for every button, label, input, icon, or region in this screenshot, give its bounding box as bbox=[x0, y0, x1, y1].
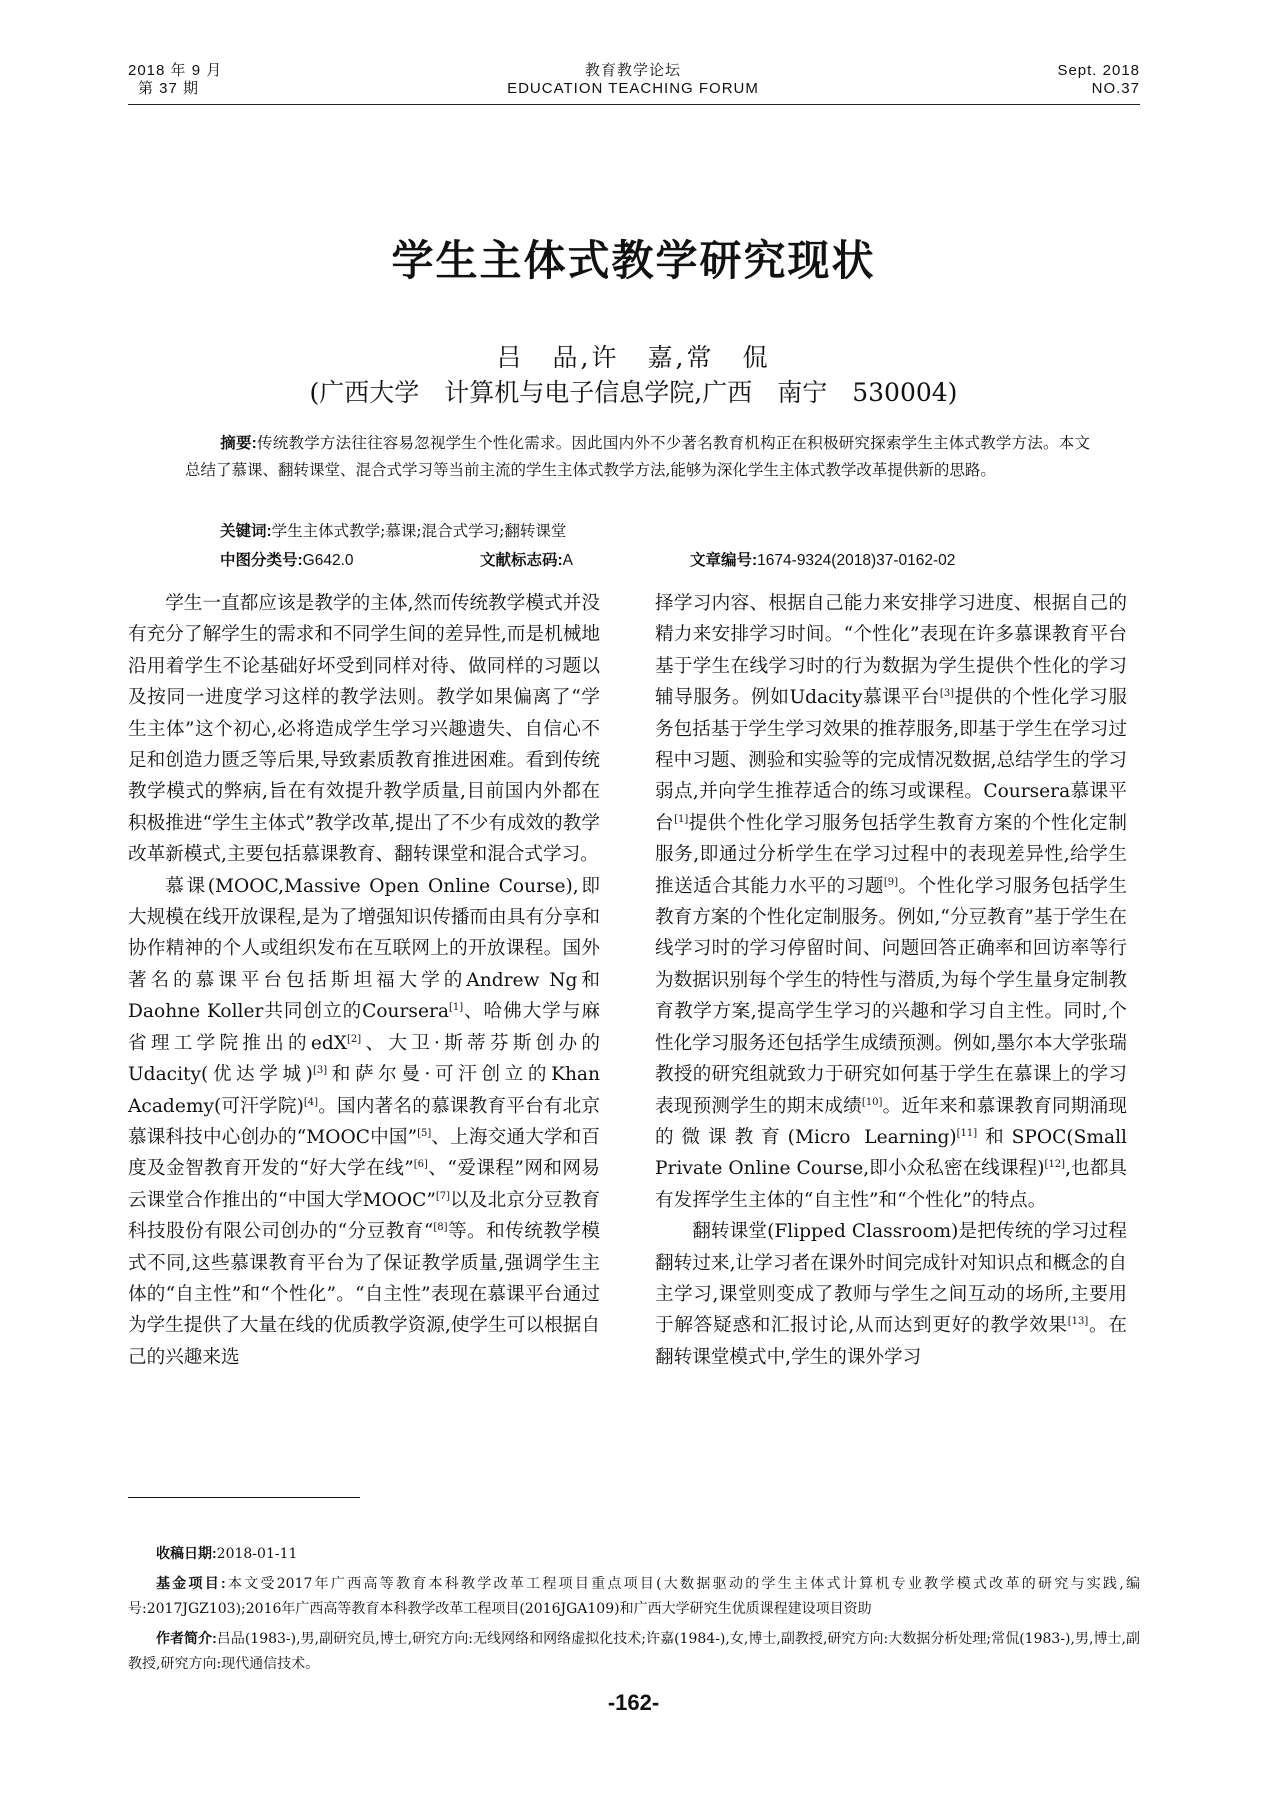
clc-number bbox=[220, 548, 354, 574]
citation-ref: [10] bbox=[861, 1096, 883, 1108]
abstract-text: 传统教学方法往往容易忽视学生个性化需求。因此国内外不少著名教育机构正在积极研究探索学生主体式教学方法。本文总结了慕课、翻转课堂、混合式学习等当前主流的学生主体式教学方法,能够为深化学生主体式教学改革提供新的思路。 bbox=[185, 434, 1090, 479]
citation-ref: [5] bbox=[417, 1127, 432, 1139]
body-paragraph-1: 学生一直都应该是教学的主体,然而传统教学模式并没有充分了解学生的需求和不同学生间的差异性,而是机械地沿用着学生不论基础好坏受到同样对待、做同样的习题以及按同一进度学习这样的教学法则。教学如果偏离了“学生主体”这个初心,必将造成学生学习兴趣遗失、自信心不足和创造力匮乏等后果,导致素质教育推进困难。看到传统教学模式的弊病,旨在有效提升教学质量,目前国内外都在积极推进“学生主体式”教学改革,提出了不少有成效的教学改革新模式,主要包括慕课教育、翻转课堂和混合式学习。 bbox=[128, 593, 600, 866]
keywords-label: 关键词: bbox=[220, 523, 272, 540]
header-issue-en: NO.37 bbox=[1091, 80, 1140, 97]
footnote-fund: 基金项目:本文受2017年广西高等教育本科教学改革工程项目重点项目(大数据驱动的学生主体式计算机专业教学模式改革的研究与实践,编号:2017JGZ103);2016年广西高等教育本科教学改革工程项目(2016JGA109)和广西大学研究生优质课程建设项目资助 bbox=[128, 1575, 1140, 1617]
header-journal-cn: 教育教学论坛 bbox=[584, 62, 681, 79]
header-issue-right bbox=[980, 62, 1140, 98]
body-column-right bbox=[655, 588, 1127, 1373]
citation-ref: [13] bbox=[1067, 1316, 1089, 1328]
footnote-rule bbox=[128, 1497, 360, 1498]
article-number-label: 文章编号: bbox=[690, 552, 758, 569]
header-journal bbox=[433, 62, 833, 98]
citation-ref: [8] bbox=[433, 1221, 448, 1233]
keywords-text: 学生主体式教学;慕课;混合式学习;翻转课堂 bbox=[271, 522, 567, 540]
clc-label: 中图分类号: bbox=[220, 552, 303, 569]
citation-ref: [9] bbox=[883, 876, 899, 888]
document-code bbox=[480, 548, 573, 574]
citation-ref: [11] bbox=[956, 1127, 978, 1139]
abstract bbox=[185, 430, 1090, 483]
footnotes bbox=[128, 1541, 1140, 1681]
body-paragraph-2: 慕课(MOOC,Massive Open Online Course),即大规模在线开放课程,是为了增强知识传播而由具有分享和协作精神的个人或组织发布在互联网上的开放课程。国外著名的慕课平台包括斯坦福大学的Andrew Ng和Daohne Koller共同创立的Coursera[1]、哈佛大学与麻省理工学院推出的edX[2]、大卫·斯蒂芬斯创办的Udacity(优达学城)[3]和萨尔曼·可汗创立的Khan Academy(可汗学院)[4]。国内著名的慕课教育平台有北京慕课科技中心创办的“MOOC中国”[5]、上海交通大学和百度及金智教育开发的“好大学在线”[6]、“爱课程”网和网易云课堂合作推出的“中国大学MOOC”[7]以及北京分豆教育科技股份有限公司创办的“分豆教育“[8]等。和传统教学模式不同,这些慕课教育平台为了保证教学质量,强调学生主体的“自主性”和“个性化”。“自主性”表现在慕课平台通过为学生提供了大量在线的优质教学资源,使学生可以根据自己的兴趣来选 bbox=[128, 875, 600, 1368]
article-number bbox=[690, 548, 955, 574]
body-column-left bbox=[128, 588, 600, 1373]
citation-ref: [1] bbox=[674, 813, 689, 825]
citation-ref: [1] bbox=[448, 1002, 464, 1014]
paper-authors: 吕 品,许 嘉,常 侃 bbox=[496, 343, 771, 372]
footnote-author-bio: 作者简介:吕品(1983-),男,副研究员,博士,研究方向:无线网络和网络虚拟化技术;许嘉(1984-),女,博士,副教授,研究方向:大数据分析处理;常侃(1983-),男,博士,副教授,研究方向:现代通信技术。 bbox=[128, 1630, 1140, 1672]
header-issue-cn: 第 37 期 bbox=[138, 80, 200, 97]
header-rule bbox=[128, 104, 1140, 105]
header-journal-en: EDUCATION TEACHING FORUM bbox=[507, 80, 759, 97]
header-issue-left bbox=[128, 62, 222, 98]
header-date-en: Sept. 2018 bbox=[1057, 62, 1140, 79]
citation-ref: [3] bbox=[939, 688, 955, 700]
citation-ref: [4] bbox=[303, 1096, 319, 1108]
citation-ref: [2] bbox=[347, 1033, 362, 1045]
paper-title: 学生主体式教学研究现状 bbox=[391, 236, 876, 285]
citation-ref: [7] bbox=[435, 1190, 451, 1202]
citation-ref: [3] bbox=[312, 1064, 328, 1076]
document-code-value: A bbox=[562, 552, 574, 569]
citation-ref: [6] bbox=[413, 1159, 428, 1171]
footnote-received: 收稿日期:2018-01-11 bbox=[156, 1545, 298, 1562]
header-date-cn: 2018 年 9 月 bbox=[128, 62, 223, 79]
citation-ref: [12] bbox=[1044, 1159, 1066, 1171]
clc-value: G642.0 bbox=[302, 552, 354, 569]
document-code-label: 文献标志码: bbox=[480, 552, 563, 569]
paper-affiliation: (广西大学 计算机与电子信息学院,广西 南宁 530004) bbox=[309, 378, 958, 407]
abstract-label: 摘要: bbox=[220, 435, 257, 452]
article-number-value: 1674-9324(2018)37-0162-02 bbox=[757, 552, 956, 569]
body-paragraph-4: 翻转课堂(Flipped Classroom)是把传统的学习过程翻转过来,让学习者在课外时间完成针对知识点和概念的自主学习,课堂则变成了教师与学生之间互动的场所,主要用于解答疑惑和汇报讨论,从而达到更好的教学效果[13]。在翻转课堂模式中,学生的课外学习 bbox=[655, 1221, 1127, 1368]
keywords bbox=[220, 518, 1090, 545]
body-paragraph-3: 择学习内容、根据自己能力来安排学习进度、根据自己的精力来安排学习时间。“个性化”表现在许多慕课教育平台基于学生在线学习时的行为数据为学生提供个性化的学习辅导服务。例如Udacity慕课平台[3]提供的个性化学习服务包括基于学生学习效果的推荐服务,即基于学生在学习过程中习题、测验和实验等的完成情况数据,总结学生的学习弱点,并向学生推荐适合的练习或课程。Coursera慕课平台[1]提供个性化学习服务包括学生教育方案的个性化定制服务,即通过分析学生在学习过程中的表现差异性,给学生推送适合其能力水平的习题[9]。个性化学习服务包括学生教育方案的个性化定制服务。例如,“分豆教育”基于学生在线学习时的学习停留时间、问题回答正确率和回访率等行为数据识别每个学生的特性与潜质,为每个学生量身定制教育教学方案,提高学生学习的兴趣和学习自主性。同时,个性化学习服务还包括学生成绩预测。例如,墨尔本大学张瑞教授的研究组就致力于研究如何基于学生在慕课上的学习表现预测学生的期末成绩[10]。近年来和慕课教育同期涌现的微课教育(Micro Learning)[11]和SPOC(Small Private Online Course,即小众私密在线课程)[12],也都具有发挥学生主体的“自主性”和“个性化”的特点。 bbox=[655, 593, 1127, 1211]
page-number: -162- bbox=[607, 1690, 660, 1715]
